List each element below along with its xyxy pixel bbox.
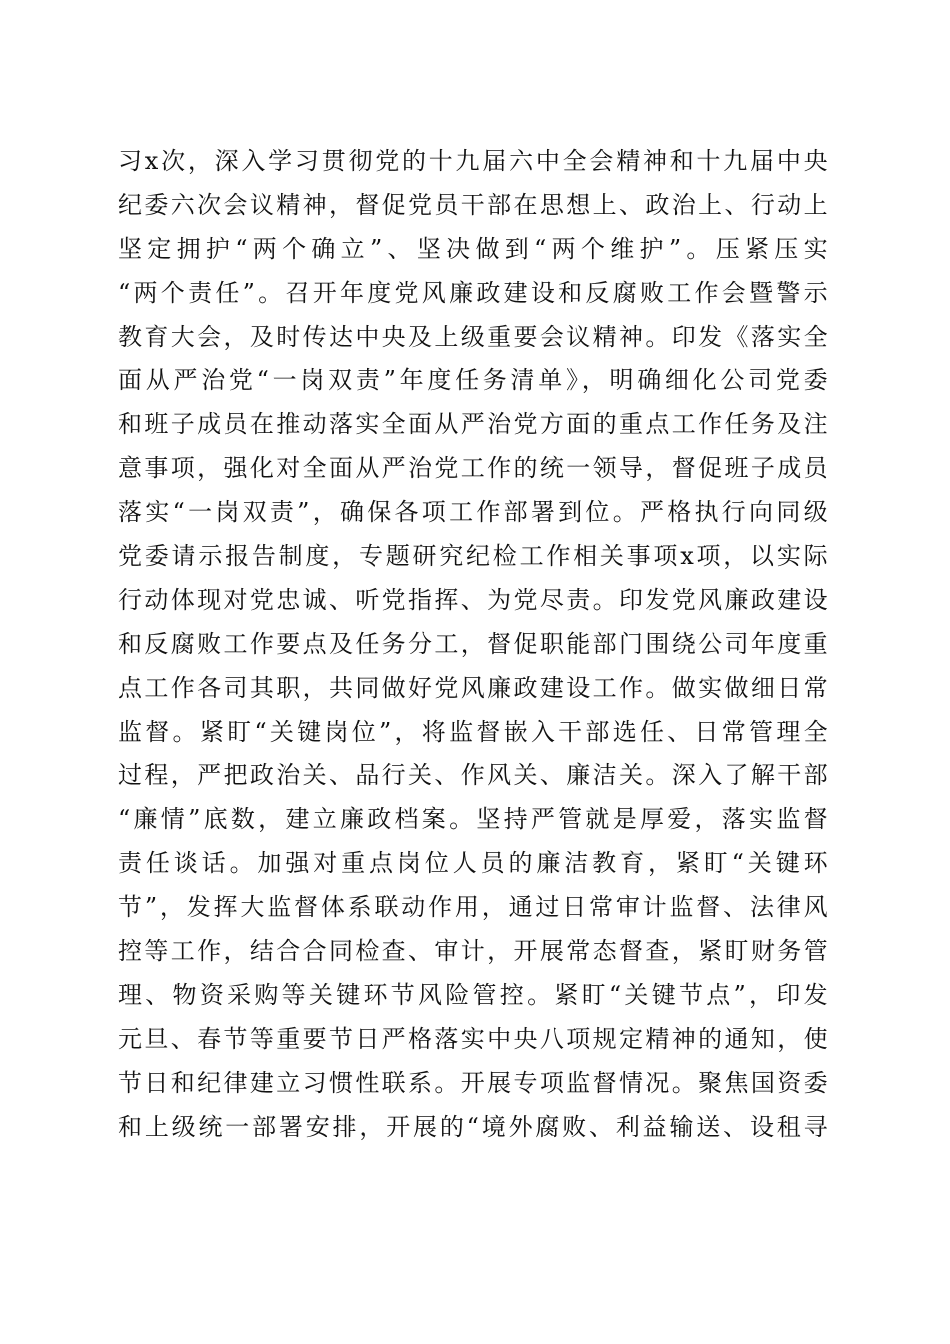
text-line: 教育大会，及时传达中央及上级重要会议精神。印发《落实全	[118, 322, 828, 351]
text-line: 和上级统一部署安排，开展的“境外腐败、利益输送、设租寻	[118, 1112, 828, 1141]
text-line: 控等工作，结合合同检查、审计，开展常态督查，紧盯财务管	[118, 937, 828, 966]
text-line: 元旦、春节等重要节日严格落实中央八项规定精神的通知，使	[118, 1024, 828, 1053]
text-line: 监督。紧盯“关键岗位”，将监督嵌入干部选任、日常管理全	[118, 717, 828, 746]
text-line: 过程，严把政治关、品行关、作风关、廉洁关。深入了解干部	[118, 761, 828, 790]
text-line: 行动体现对党忠诚、听党指挥、为党尽责。印发党风廉政建设	[118, 585, 828, 614]
text-line: “两个责任”。召开年度党风廉政建设和反腐败工作会暨警示	[118, 278, 828, 307]
text-line: 和反腐败工作要点及任务分工，督促职能部门围绕公司年度重	[118, 629, 828, 658]
text-line: 点工作各司其职，共同做好党风廉政建设工作。做实做细日常	[118, 673, 828, 702]
text-line: “廉情”底数，建立廉政档案。坚持严管就是厚爱，落实监督	[118, 805, 828, 834]
text-line: 落实“一岗双责”，确保各项工作部署到位。严格执行向同级	[118, 498, 828, 527]
text-line: 和班子成员在推动落实全面从严治党方面的重点工作任务及注	[118, 410, 828, 439]
text-line: 面从严治党“一岗双责”年度任务清单》，明确细化公司党委	[118, 366, 828, 395]
text-line: 坚定拥护“两个确立”、坚决做到“两个维护”。压紧压实	[118, 234, 828, 263]
text-line: 节”，发挥大监督体系联动作用，通过日常审计监督、法律风	[118, 893, 828, 922]
text-line: 理、物资采购等关键环节风险管控。紧盯“关键节点”，印发	[118, 980, 828, 1009]
text-line: 党委请示报告制度，专题研究纪检工作相关事项x项，以实际	[118, 542, 828, 571]
text-line: 习x次，深入学习贯彻党的十九届六中全会精神和十九届中央	[118, 147, 828, 175]
text-line: 意事项，强化对全面从严治党工作的统一领导，督促班子成员	[118, 454, 828, 483]
text-line: 节日和纪律建立习惯性联系。开展专项监督情况。聚焦国资委	[118, 1068, 828, 1097]
body-paragraph	[118, 140, 828, 1149]
text-line: 责任谈话。加强对重点岗位人员的廉洁教育，紧盯“关键环	[118, 849, 828, 878]
text-line: 纪委六次会议精神，督促党员干部在思想上、政治上、行动上	[118, 190, 828, 219]
